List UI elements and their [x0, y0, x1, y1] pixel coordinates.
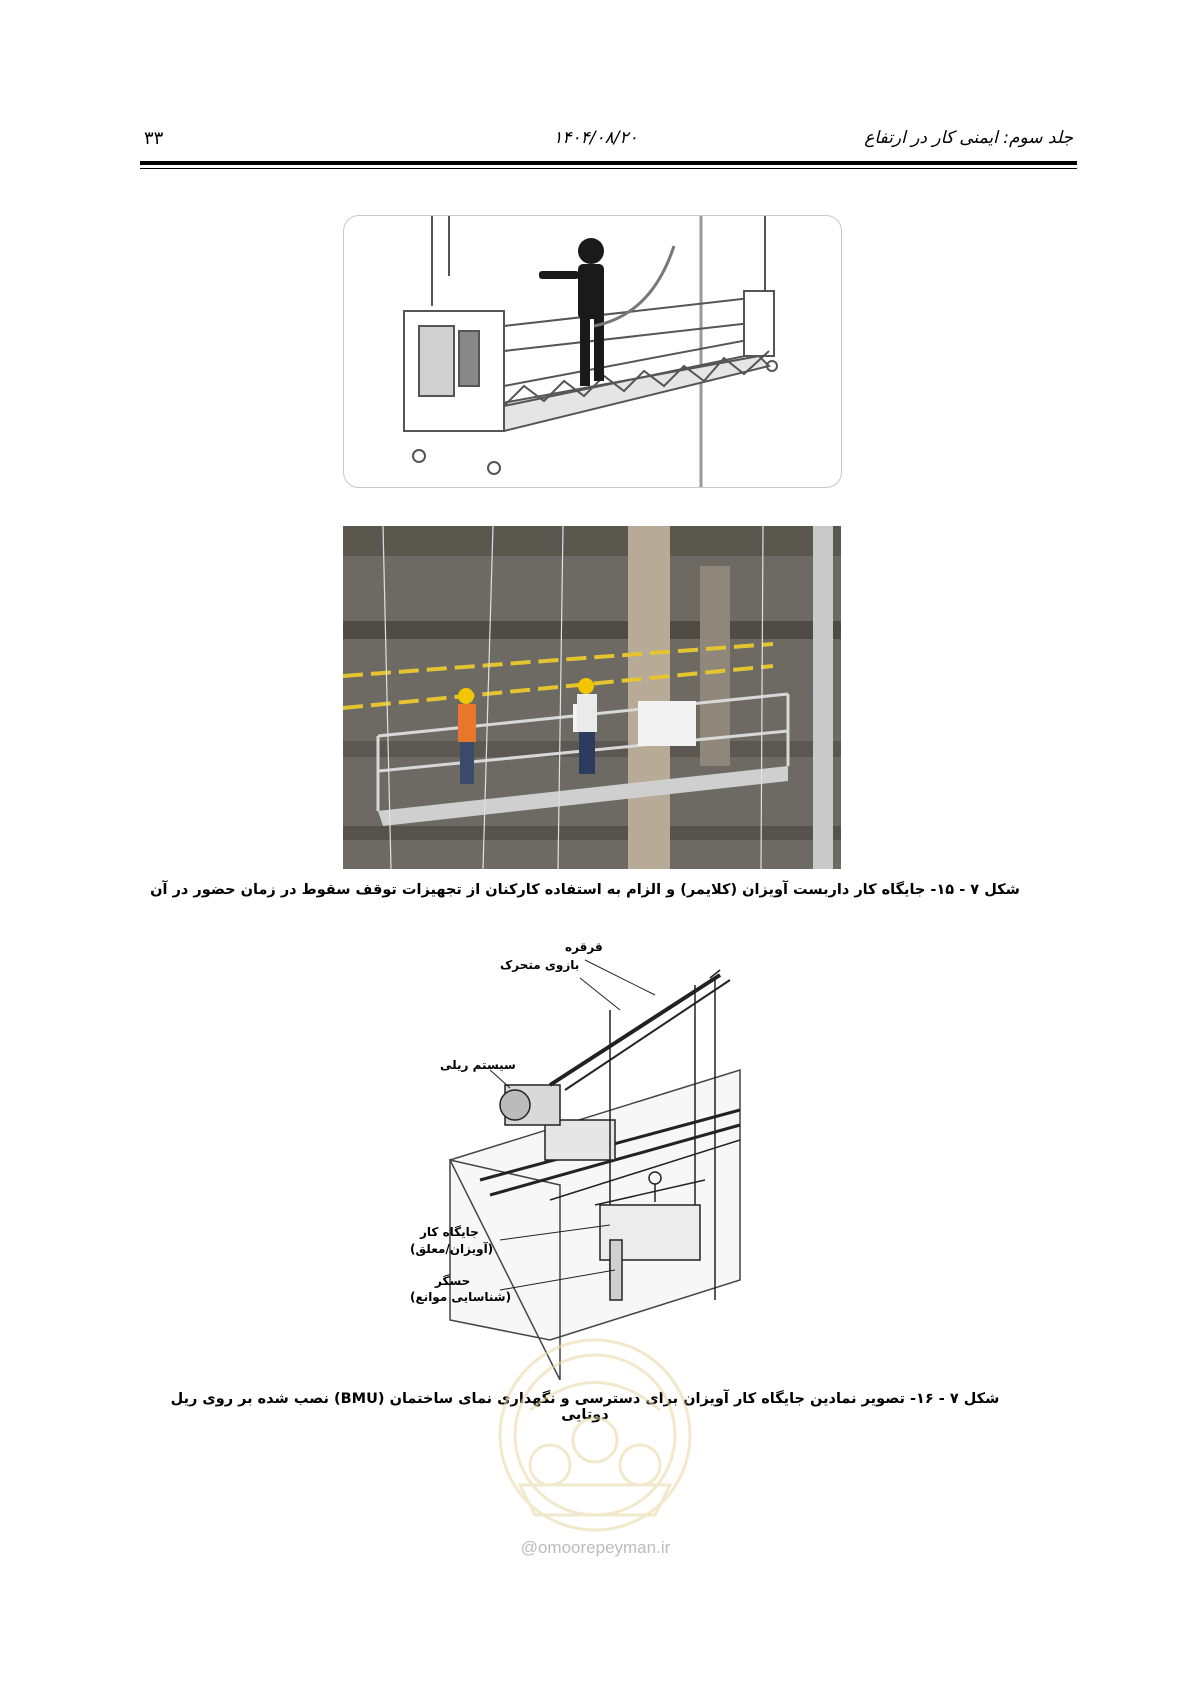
label-sensor-line1: حسگر — [435, 1274, 471, 1288]
running-header-title: جلد سوم: ایمنی کار در ارتفاع — [864, 128, 1073, 148]
header-rule-thick — [140, 161, 1077, 165]
label-sensor-line2: (شناسایی موانع) — [410, 1290, 512, 1304]
page-number: ۳۳ — [144, 128, 164, 149]
figure-7-16-caption: شکل ۷ - ۱۶- تصویر نمادین جایگاه کار آویزان برای دسترسی و نگهداری نمای ساختمان (BMU) نصب شده بر روی ریل دوتایی — [170, 1391, 1000, 1423]
running-header-date: ۱۴۰۴/۰۸/۲۰ — [553, 128, 638, 148]
figure-7-15-caption: شکل ۷ - ۱۵- جایگاه کار داربست آویزان (کلایمر) و الزام به استفاده کارکنان از تجهیزات توقف سقوط در زمان حضور در آن — [150, 882, 1020, 898]
label-moving-arm: بازوی متحرک — [500, 958, 580, 972]
label-rail-system: سیستم ریلی — [440, 1058, 516, 1072]
label-pulley: قرقره — [565, 940, 603, 954]
watermark-url: @omoorepeyman.ir — [520, 1538, 671, 1557]
watermark-seal-icon — [480, 1315, 710, 1555]
label-platform-line2: (آویزان/معلق) — [410, 1242, 494, 1256]
header-rule-thin — [140, 168, 1077, 169]
suspended-platform-photo — [343, 526, 841, 869]
bmu-schematic-drawing — [410, 940, 760, 1380]
suspended-platform-drawing — [343, 215, 842, 488]
label-platform-line1: جایگاه کار — [420, 1225, 479, 1239]
